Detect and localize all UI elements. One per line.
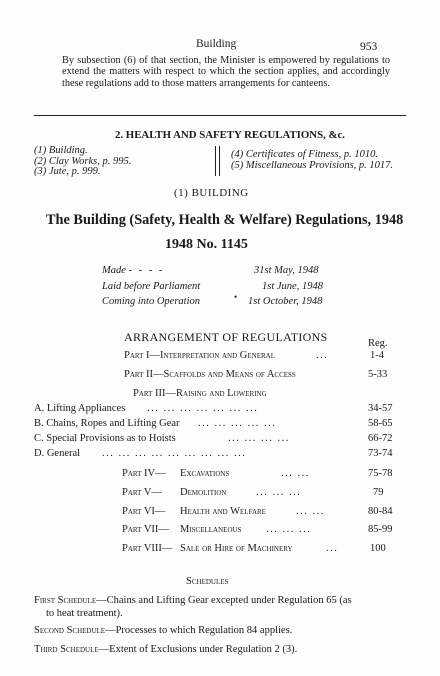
part-3-item-d: D. General [34, 448, 81, 459]
part-4-num: Part IV— [122, 468, 166, 479]
index-divider-right [219, 146, 220, 176]
index-divider-left [215, 146, 216, 176]
part-8-name: Sale or Hire of Machinery [180, 543, 293, 554]
schedule-first-continuation: to heat treatment). [46, 608, 123, 619]
running-header-title: Building [196, 38, 237, 50]
part-2-reg: 5-33 [368, 369, 388, 380]
index-item-building: (1) Building. [34, 145, 88, 156]
part-1-label: Part I—Interpretation and General [124, 350, 275, 361]
schedule-first-name: First Schedule [34, 595, 97, 606]
part-5-num: Part V— [122, 487, 162, 498]
date-value-laid: 1st June, 1948 [262, 281, 323, 292]
arrangement-heading: ARRANGEMENT OF REGULATIONS [124, 330, 328, 344]
date-value-made: 31st May, 1948 [254, 265, 319, 276]
part-3-item-a: A. Lifting Appliances [34, 403, 126, 414]
part-6-reg: 80-84 [368, 506, 393, 517]
part-3-item-b-dots: ... ... ... ... ... [198, 418, 277, 429]
schedule-first-text: —Chains and Lifting Gear excepted under Regulation 65 (as [96, 595, 352, 606]
part-7-dots: ... ... ... [266, 524, 312, 535]
schedule-third [34, 644, 297, 655]
part-2-label: Part II—Scaffolds and Means of Access [124, 369, 296, 380]
date-label-laid: Laid before Parliament [102, 281, 201, 292]
regulation-title: The Building (Safety, Health & Welfare) Regulations, 1948 [46, 212, 404, 228]
part-8-num: Part VIII— [122, 543, 173, 554]
index-item-certificates: (4) Certificates of Fitness, p. 1010. [231, 149, 378, 160]
index-item-jute: (3) Jute, p. 999. [34, 166, 101, 177]
part-3-item-c-reg: 66-72 [368, 433, 393, 444]
part-3-item-c: C. Special Provisions as to Hoists [34, 433, 176, 444]
part-3-heading: Part III—Raising and Lowering [133, 388, 267, 399]
date-label-made: Made - - - - [102, 265, 165, 276]
part-7-num: Part VII— [122, 524, 169, 535]
intro-paragraph: By subsection (6) of that section, the Minister is empowered by regulations to extend the matters with respect to which the section applies, and accordingly these regulations add to those matters arrangements for canteens. [62, 55, 390, 89]
part-5-name: Demolition [180, 487, 227, 498]
part-3-item-d-reg: 73-74 [368, 448, 393, 459]
part-4-name: Excavations [180, 468, 230, 479]
section-heading: 2. HEALTH AND SAFETY REGULATIONS, &c. [115, 129, 345, 141]
regulation-number: 1948 No. 1145 [165, 237, 248, 252]
index-item-miscellaneous: (5) Miscellaneous Provisions, p. 1017. [231, 159, 394, 171]
part-4-dots: ... ... [281, 468, 310, 479]
page-number: 953 [360, 41, 378, 53]
part-1-dots: ... [316, 350, 329, 361]
schedule-second-name: Second Schedule [34, 625, 106, 636]
part-8-dots: ... [326, 543, 339, 554]
bracket-mark: • [234, 292, 238, 302]
schedule-second-text: —Processes to which Regulation 84 applies. [105, 625, 293, 636]
part-1-reg: 1-4 [370, 350, 384, 361]
subheading: (1) BUILDING [174, 187, 249, 199]
part-4-reg: 75-78 [368, 468, 393, 479]
date-label-operation: Coming into Operation [102, 296, 201, 307]
index-left [34, 146, 131, 178]
part-6-name: Health and Welfare [180, 506, 266, 517]
top-divider [34, 115, 406, 116]
part-6-dots: ... ... [296, 506, 325, 517]
part-7-reg: 85-99 [368, 524, 393, 535]
part-5-reg: 79 [373, 487, 384, 498]
part-7-name: Miscellaneous [180, 524, 242, 535]
schedules-heading: Schedules [186, 576, 229, 587]
schedule-third-name: Third Schedule [34, 644, 99, 655]
schedule-second [34, 625, 292, 636]
date-value-operation: 1st October, 1948 [248, 296, 323, 307]
part-3-item-b-reg: 58-65 [368, 418, 393, 429]
schedule-third-text: —Extent of Exclusions under Regulation 2 (3). [98, 644, 298, 655]
part-3-item-b: B. Chains, Ropes and Lifting Gear [34, 418, 180, 429]
index-right [231, 150, 393, 171]
part-3-item-d-dots: ... ... ... ... ... ... ... ... ... [102, 448, 247, 459]
part-3-item-a-reg: 34-57 [368, 403, 393, 414]
index-item-clay-works: (2) Clay Works, p. 995. [34, 155, 132, 167]
part-5-dots: ... ... ... [256, 487, 302, 498]
part-3-item-c-dots: ... ... ... ... [228, 433, 290, 444]
part-6-num: Part VI— [122, 506, 166, 517]
schedule-first [34, 595, 352, 606]
reg-column-label: Reg. [368, 338, 388, 349]
part-3-item-a-dots: ... ... ... ... ... ... ... [147, 403, 259, 414]
part-8-reg: 100 [370, 543, 386, 554]
